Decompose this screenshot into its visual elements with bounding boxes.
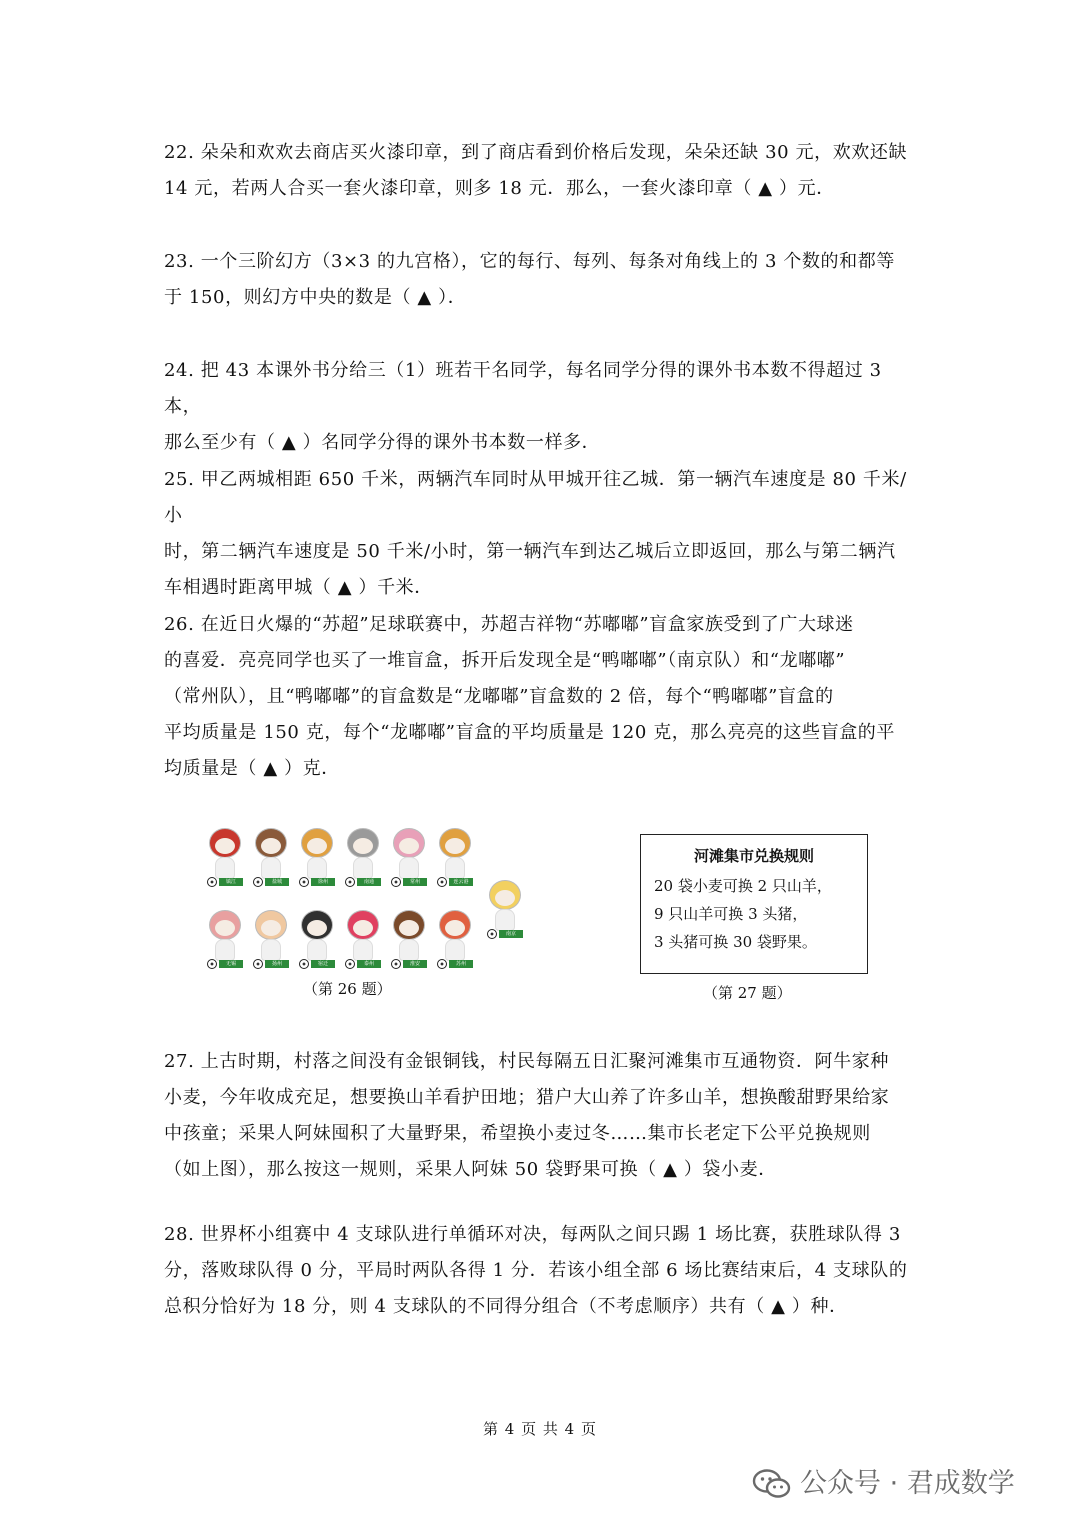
question-line: 平均质量是 150 克，每个“龙嘟嘟”盲盒的平均质量是 120 克，那么亮亮的这些盲盒的平 <box>164 722 895 743</box>
figure-27-caption: （第 27 题） <box>703 984 792 1002</box>
mascot-body <box>215 857 235 879</box>
question-line: 车相遇时距离甲城（ ▲ ）千米． <box>164 577 433 598</box>
question-line: 26. 在近日火爆的“苏超”足球联赛中，苏超吉祥物“苏嘟嘟”盲盒家族受到了广大球迷 <box>164 614 854 635</box>
question-22 <box>164 135 920 207</box>
mascot-body <box>495 909 515 931</box>
mascot-city-tag: 徐州 <box>311 878 335 886</box>
mascot-face <box>261 920 281 936</box>
exchange-rule-line: 20 袋小麦可换 2 只山羊， <box>654 877 832 895</box>
mascot-face <box>215 920 235 936</box>
mascot-body <box>353 857 373 879</box>
question-line: 小麦，今年收成充足，想要换山羊看护田地；猎户大山养了许多山羊，想换酸甜野果给家 <box>164 1087 890 1108</box>
mascot-city-tag: 常州 <box>403 878 427 886</box>
soccer-ball-icon <box>437 959 447 969</box>
figure-26-caption: （第 26 题） <box>303 980 392 998</box>
question-line: 25. 甲乙两城相距 650 千米，两辆汽车同时从甲城开往乙城．第一辆汽车速度是 80 千米/小 <box>164 469 907 526</box>
question-26 <box>164 607 920 787</box>
mascot-face <box>215 838 235 854</box>
question-line: 分，落败球队得 0 分，平局时两队各得 1 分．若该小组全部 6 场比赛结束后，4 支球队的 <box>164 1260 908 1281</box>
soccer-ball-icon <box>345 877 355 887</box>
question-23 <box>164 244 920 316</box>
question-line: 14 元，若两人合买一套火漆印章，则多 18 元．那么，一套火漆印章（ ▲ ）元． <box>164 178 835 199</box>
mascot-figurine <box>343 824 383 886</box>
figure-row <box>195 818 885 1008</box>
question-line: 中孩童；采果人阿妹囤积了大量野果，希望换小麦过冬……集市长老定下公平兑换规则 <box>164 1123 871 1144</box>
mascot-body <box>353 939 373 961</box>
question-line: 时，第二辆汽车速度是 50 千米/小时，第一辆汽车到达乙城后立即返回，那么与第二辆汽 <box>164 541 896 562</box>
question-line: 23. 一个三阶幻方（3×3 的九宫格），它的每行、每列、每条对角线上的 3 个数的和都等 <box>164 251 895 272</box>
mascot-face <box>307 920 327 936</box>
soccer-ball-icon <box>299 959 309 969</box>
exchange-rules-box <box>640 834 868 974</box>
mascot-city-tag: 连云港 <box>449 878 473 886</box>
soccer-ball-icon <box>299 877 309 887</box>
mascot-face <box>261 838 281 854</box>
mascot-face <box>445 920 465 936</box>
question-line: 24. 把 43 本课外书分给三（1）班若干名同学，每名同学分得的课外书本数不得超过 3 本， <box>164 360 882 417</box>
mascot-body <box>307 857 327 879</box>
mascot-face <box>353 920 373 936</box>
mascot-body <box>399 939 419 961</box>
soccer-ball-icon <box>207 877 217 887</box>
question-line: 28. 世界杯小组赛中 4 支球队进行单循环对决，每两队之间只踢 1 场比赛，获胜球队得 3 <box>164 1224 901 1245</box>
question-28 <box>164 1217 920 1325</box>
mascot-figurine <box>435 906 475 968</box>
question-line: 的喜爱．亮亮同学也买了一堆盲盒，拆开后发现全是“鸭嘟嘟”（南京队）和“龙嘟嘟” <box>164 650 846 671</box>
exchange-rule-line: 9 只山羊可换 3 头猪， <box>654 905 808 923</box>
mascot-figurine <box>297 824 337 886</box>
mascot-figurine <box>389 906 429 968</box>
mascot-city-tag: 镇江 <box>219 878 243 886</box>
mascot-figurine <box>485 876 525 938</box>
mascot-city-tag: 南通 <box>357 878 381 886</box>
mascot-face <box>399 920 419 936</box>
watermark <box>752 1464 1062 1504</box>
mascot-figurine <box>297 906 337 968</box>
question-27 <box>164 1044 920 1188</box>
question-line: 那么至少有（ ▲ ）名同学分得的课外书本数一样多． <box>164 432 601 453</box>
mascot-city-tag: 无锡 <box>219 960 243 968</box>
mascot-figure <box>195 824 535 984</box>
mascot-body <box>215 939 235 961</box>
watermark-text: 公众号 · 君成数学 <box>800 1468 1015 1499</box>
mascot-figurine <box>251 824 291 886</box>
soccer-ball-icon <box>253 959 263 969</box>
question-line: （常州队），且“鸭嘟嘟”的盲盒数是“龙嘟嘟”盲盒数的 2 倍，每个“鸭嘟嘟”盲盒的 <box>164 686 834 707</box>
exchange-rules-title: 河滩集市兑换规则 <box>693 847 814 865</box>
mascot-body <box>261 857 281 879</box>
wechat-icon <box>752 1468 792 1500</box>
mascot-figurine <box>251 906 291 968</box>
mascot-figurine <box>205 906 245 968</box>
mascot-face <box>495 890 515 906</box>
mascot-body <box>445 857 465 879</box>
mascot-figurine <box>205 824 245 886</box>
mascot-face <box>353 838 373 854</box>
question-line: 均质量是（ ▲ ）克． <box>164 758 340 779</box>
mascot-figurine <box>435 824 475 886</box>
soccer-ball-icon <box>345 959 355 969</box>
mascot-city-tag: 盐城 <box>265 878 289 886</box>
page-footer: 第 4 页 共 4 页 <box>483 1420 597 1438</box>
question-25 <box>164 462 920 606</box>
mascot-figurine <box>343 906 383 968</box>
mascot-city-tag: 扬州 <box>265 960 289 968</box>
soccer-ball-icon <box>391 877 401 887</box>
mascot-city-tag: 淮安 <box>403 960 427 968</box>
soccer-ball-icon <box>437 877 447 887</box>
mascot-city-tag: 泰州 <box>357 960 381 968</box>
question-24 <box>164 353 920 461</box>
mascot-city-tag: 宿迁 <box>311 960 335 968</box>
mascot-city-tag: 南京 <box>499 930 523 938</box>
question-line: （如上图），那么按这一规则，采果人阿妹 50 袋野果可换（ ▲ ）袋小麦． <box>164 1159 777 1180</box>
question-line: 总积分恰好为 18 分，则 4 支球队的不同得分组合（不考虑顺序）共有（ ▲ ）种． <box>164 1296 848 1317</box>
exchange-rule-line: 3 头猪可换 30 袋野果。 <box>654 933 817 951</box>
soccer-ball-icon <box>487 929 497 939</box>
mascot-city-tag: 苏州 <box>449 960 473 968</box>
soccer-ball-icon <box>391 959 401 969</box>
mascot-face <box>399 838 419 854</box>
mascot-face <box>445 838 465 854</box>
mascot-face <box>307 838 327 854</box>
mascot-body <box>445 939 465 961</box>
mascot-body <box>261 939 281 961</box>
question-line: 27. 上古时期，村落之间没有金银铜钱，村民每隔五日汇聚河滩集市互通物资．阿牛家种 <box>164 1051 889 1072</box>
soccer-ball-icon <box>253 877 263 887</box>
mascot-body <box>307 939 327 961</box>
mascot-body <box>399 857 419 879</box>
soccer-ball-icon <box>207 959 217 969</box>
mascot-figurine <box>389 824 429 886</box>
question-line: 22. 朵朵和欢欢去商店买火漆印章，到了商店看到价格后发现，朵朵还缺 30 元，欢欢还缺 <box>164 142 908 163</box>
question-line: 于 150，则幻方中央的数是（ ▲ ）． <box>164 287 467 308</box>
